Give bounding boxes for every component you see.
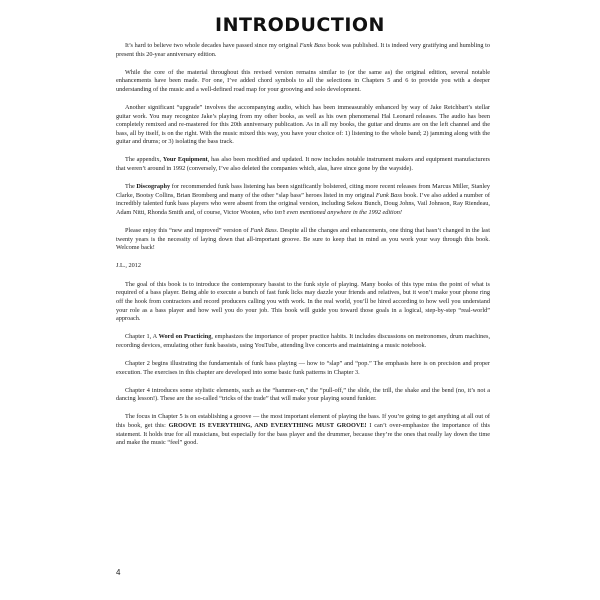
paragraph: While the core of the material throughout this revised version remains similar to (or the same as) the original edition, several notable enhancements have been made. For one, I’ve added chord symbols to all the selections in Chapters 5 and 6 to provide you with a deeper understanding of the music and a well-defined road map for your grooving and solo development. [116, 68, 490, 93]
signature: J.L., 2012 [116, 262, 141, 270]
paragraph: Chapter 2 begins illustrating the fundamentals of funk bass playing — how to “slap” and “pop.” The emphasis here is on precision and proper execution. The exercises in this chapter are developed into some basic funk patterns in Chapter 3. [116, 360, 490, 376]
page-title: INTRODUCTION [215, 14, 385, 36]
paragraph: Chapter 1, A Word on Practicing, emphasizes the importance of proper practice habits. It includes discussions on metronomes, drum machines, recording devices, emulating other funk bassists, using YouTube, attending live concerts and maintaining a music notebook. [116, 333, 491, 349]
paragraph: The focus in Chapter 5 is on establishing a groove — the most important element of playing the bass. If you’re going to get anything at all out of this book, get this: GROOVE IS EVERYTHING, AND EVERYTHING MUST GROOVE! I can’t over-emphasize the importance of this statement. It holds true for all musicians, but especially for the bass player and the drummer, because they’re the ones that really lay down the time and make the music “feel” good. [116, 413, 490, 447]
paragraph: Chapter 4 introduces some stylistic elements, such as the “hammer-on,” the “pull-off,” the slide, the trill, the shake and the bend (no, it’s not a dancing lesson!). These are the so-called “tricks of the trade” that will make your playing sound funkier. [116, 386, 490, 403]
paragraph: The goal of this book is to introduce the contemporary bassist to the funk style of playing. Many books of this type miss the point of what is required of a bass player. Being able to execute a bunch of fast funk licks may dazzle your friends and relatives, but it won’t make your phone ring off the hook from contractors and record producers calling you with work. In the real world, you’ll be hired according to how well you understand your role as a bass player and how well you do your job. This book will guide you toward those goals in a logical, step-by-step “real-world” approach. [116, 280, 490, 323]
paragraph: The Discography for recommended funk bass listening has been significantly bolstered, citing more recent releases from Marcus Miller, Stanley Clarke, Bootsy Collins, Brian Bromberg and many of the other “slap bass” heroes listed in my original Funk Bass book. I’ve also added a number of incredibly talented funk bass players who were absent from the original version, including Sekou Bunch, Doug Johns, Vail Johnson, Ray Riendeau, Adam Nitti, Rhonda Smith and, of course, Victor Wooten, who isn’t even mentioned anywhere in the 1992 edition! [116, 183, 491, 216]
paragraph: The appendix, Your Equipment, has also been modified and updated. It now includes notable instrument makers and equipment manufacturers that weren’t around in 1992 (conversely, I’ve also deleted the companies which, alas, have since gone by the wayside). [116, 156, 490, 173]
paragraph: It’s hard to believe two whole decades have passed since my original Funk Bass book was published. It is indeed very gratifying and humbling to present this 20-year anniversary edition. [116, 42, 490, 58]
paragraph: Another significant “upgrade” involves the accompanying audio, which has been immeasurably enhanced by way of Jake Reichbart’s stellar guitar work. You may recognize Jake’s playing from my other books, as well as his own phenomenal Hal Leonard releases. The audio has been completely remixed and re-mastered for this 20th anniversary publication. As in all my books, the guitar and drums are on the left channel and the bass, all by itself, is on the right. With the music mixed this way, you have your choice of: 1) listening to the whole band; 2) jamming along with the guitar and drums; or 3) isolating the bass track. [116, 103, 490, 146]
body-text [116, 42, 490, 457]
page-number: 4 [116, 568, 121, 577]
paragraph: Please enjoy this “new and improved” version of Funk Bass. Despite all the changes and enhancements, one thing that hasn’t changed in the last twenty years is the necessity of laying down that all-important groove. Be sure to keep that in mind as you work your way through this book. Welcome back! [116, 227, 490, 252]
